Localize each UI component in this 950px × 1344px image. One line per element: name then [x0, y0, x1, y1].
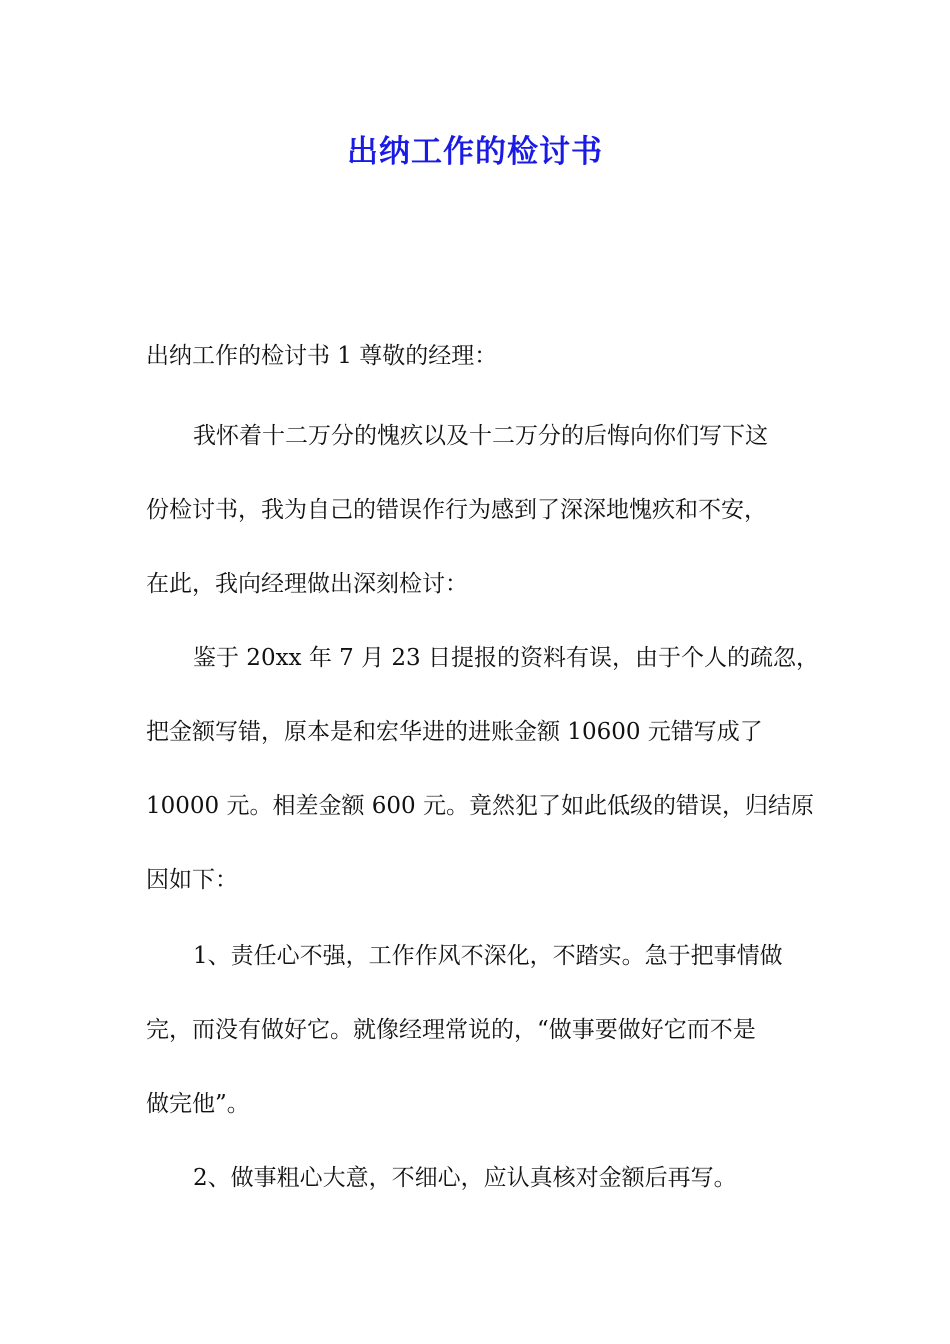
- paragraph-2-line-4: 因如下：: [146, 867, 238, 893]
- salutation-line: 出纳工作的检讨书 1 尊敬的经理：: [146, 343, 498, 369]
- document-title: 出纳工作的检讨书: [347, 134, 603, 170]
- paragraph-1-line-2: 份检讨书，我为自己的错误作行为感到了深深地愧疚和不安，: [146, 497, 767, 523]
- paragraph-1-line-1: 我怀着十二万分的愧疚以及十二万分的后悔向你们写下这: [193, 423, 768, 449]
- paragraph-2-line-2: 把金额写错，原本是和宏华进的进账金额 10600 元错写成了: [146, 719, 763, 745]
- paragraph-2-line-1: 鉴于 20xx 年 7 月 23 日提报的资料有误，由于个人的疏忽，: [193, 645, 819, 671]
- list-item-1-line-1: 1、责任心不强，工作作风不深化，不踏实。急于把事情做: [193, 943, 783, 969]
- paragraph-2-line-3: 10000 元。相差金额 600 元。竟然犯了如此低级的错误，归结原: [146, 793, 814, 819]
- list-item-1-line-2: 完，而没有做好它。就像经理常说的，“做事要做好它而不是: [146, 1017, 756, 1043]
- paragraph-1-line-3: 在此，我向经理做出深刻检讨：: [146, 571, 468, 597]
- list-item-1-line-3: 做完他”。: [146, 1091, 250, 1117]
- list-item-2-line-1: 2、做事粗心大意，不细心，应认真核对金额后再写。: [193, 1165, 737, 1191]
